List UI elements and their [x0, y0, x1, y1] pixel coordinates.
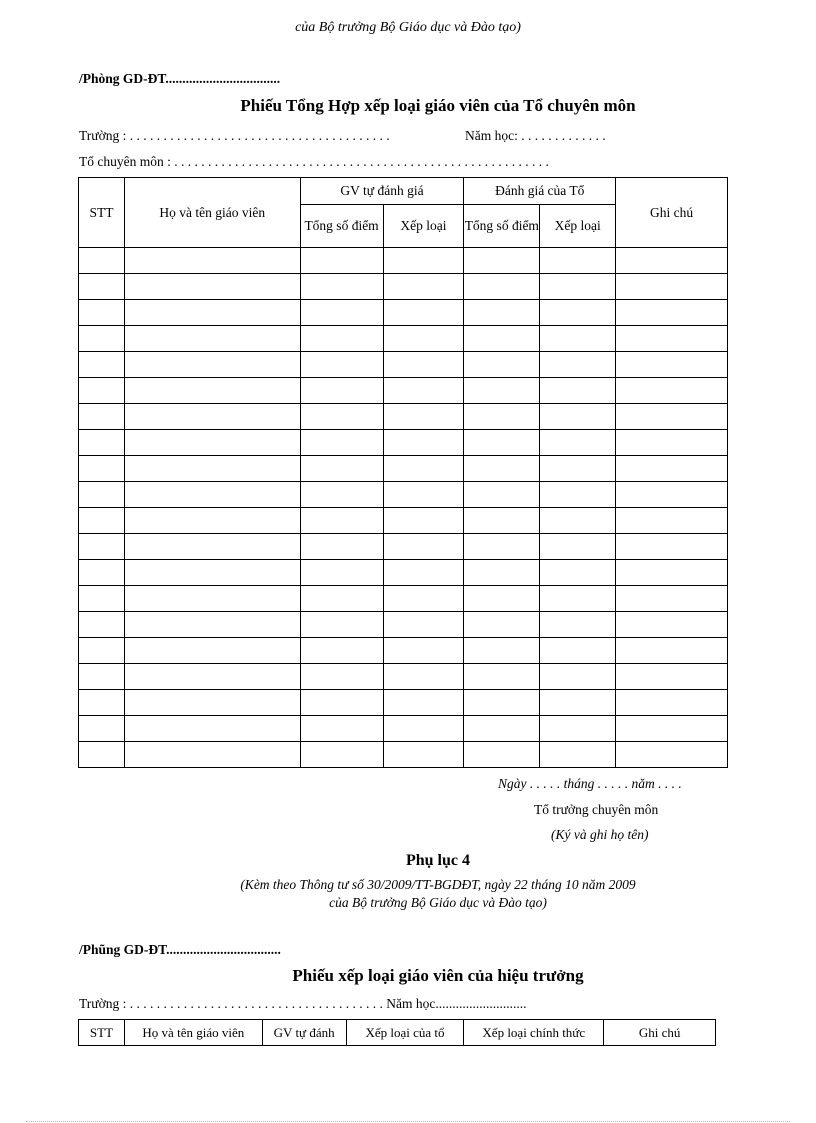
table-row	[79, 326, 728, 352]
table-cell	[300, 404, 383, 430]
table-cell	[124, 664, 300, 690]
table-cell	[616, 612, 728, 638]
table-cell	[300, 664, 383, 690]
table-cell	[300, 248, 383, 274]
table-row	[79, 586, 728, 612]
signature-note: (Ký và ghi họ tên)	[551, 827, 649, 842]
table-cell	[79, 742, 125, 768]
table-cell	[79, 612, 125, 638]
table-cell	[383, 742, 464, 768]
table-cell	[540, 560, 616, 586]
table-cell	[616, 378, 728, 404]
table-cell	[300, 586, 383, 612]
page-edge-divider	[26, 1121, 790, 1122]
table-cell	[124, 638, 300, 664]
header-name: Họ và tên giáo viên	[124, 178, 300, 248]
table-cell	[464, 612, 540, 638]
table-cell	[300, 534, 383, 560]
table-cell	[79, 690, 125, 716]
table-cell	[383, 690, 464, 716]
table-cell	[464, 456, 540, 482]
table-row	[79, 274, 728, 300]
table-cell	[464, 430, 540, 456]
table-cell	[464, 638, 540, 664]
table-cell	[300, 300, 383, 326]
table-cell	[464, 560, 540, 586]
header-rank-group: Xếp loại	[540, 205, 616, 248]
table-cell	[300, 482, 383, 508]
header-self-assessment: GV tự đánh giá	[300, 178, 464, 205]
teacher-rating-table	[78, 177, 728, 768]
table-row	[79, 742, 728, 768]
table-cell	[124, 300, 300, 326]
table-cell	[383, 326, 464, 352]
table-cell	[464, 716, 540, 742]
table-cell	[124, 274, 300, 300]
table-cell	[383, 586, 464, 612]
table-cell	[540, 300, 616, 326]
table-cell	[300, 742, 383, 768]
table-cell	[300, 638, 383, 664]
table-cell	[616, 586, 728, 612]
table-cell	[79, 534, 125, 560]
table-row	[79, 378, 728, 404]
header-name-2: Họ và tên giáo viên	[124, 1020, 262, 1046]
dept-line-2: /Phũng GD-ĐT..................................	[79, 942, 281, 957]
table-cell	[79, 404, 125, 430]
table-cell	[540, 274, 616, 300]
header-stt: STT	[79, 178, 125, 248]
table-cell	[124, 326, 300, 352]
table-cell	[124, 456, 300, 482]
year-line: Năm học: . . . . . . . . . . . . .	[465, 128, 606, 143]
table-cell	[383, 274, 464, 300]
header-group-rank-2: Xếp loại của tổ	[346, 1020, 464, 1046]
table-cell	[540, 534, 616, 560]
table-cell	[540, 404, 616, 430]
table-cell	[124, 716, 300, 742]
table-cell	[124, 690, 300, 716]
table-cell	[79, 456, 125, 482]
table-cell	[79, 508, 125, 534]
table-cell	[300, 690, 383, 716]
table-cell	[79, 300, 125, 326]
table-cell	[124, 430, 300, 456]
table-cell	[79, 326, 125, 352]
signer-title: Tổ trưởng chuyên môn	[534, 802, 659, 817]
table-cell	[79, 716, 125, 742]
table-cell	[616, 404, 728, 430]
table-cell	[540, 638, 616, 664]
table-cell	[540, 248, 616, 274]
table-row	[79, 690, 728, 716]
table-row	[79, 716, 728, 742]
table-cell	[540, 482, 616, 508]
table-cell	[464, 586, 540, 612]
table-row	[79, 352, 728, 378]
table-row	[79, 456, 728, 482]
school-line-2: Trường : . . . . . . . . . . . . . . . . . . . . . . . . . . . . . . . . . . . . . . Năm học...........................	[79, 996, 527, 1011]
table-cell	[540, 430, 616, 456]
table-cell	[464, 404, 540, 430]
table-cell	[540, 456, 616, 482]
header-total-score-group: Tổng số điểm	[464, 205, 540, 248]
table-cell	[300, 560, 383, 586]
table-cell	[616, 560, 728, 586]
header-total-score-self: Tổng số điểm	[300, 205, 383, 248]
table-cell	[300, 430, 383, 456]
table-cell	[540, 326, 616, 352]
table-cell	[79, 586, 125, 612]
table-cell	[616, 274, 728, 300]
table-cell	[616, 300, 728, 326]
table-cell	[616, 508, 728, 534]
top-note: của Bộ trưởng Bộ Giáo dục và Đào tạo)	[295, 20, 521, 35]
table-cell	[383, 638, 464, 664]
table-cell	[124, 586, 300, 612]
table-cell	[540, 664, 616, 690]
table-cell	[300, 352, 383, 378]
table-cell	[124, 352, 300, 378]
table-cell	[79, 352, 125, 378]
table-cell	[616, 482, 728, 508]
table-cell	[383, 430, 464, 456]
table-cell	[383, 612, 464, 638]
header-stt-2: STT	[79, 1020, 125, 1046]
table-cell	[383, 664, 464, 690]
header-self-2: GV tự đánh	[262, 1020, 346, 1046]
table-row	[79, 638, 728, 664]
table-cell	[383, 404, 464, 430]
table-cell	[383, 716, 464, 742]
table-cell	[616, 638, 728, 664]
table-cell	[540, 378, 616, 404]
dept-line: /Phòng GD-ĐT..................................	[79, 71, 281, 86]
table-row	[79, 560, 728, 586]
table-cell	[79, 638, 125, 664]
table-cell	[540, 508, 616, 534]
table-cell	[616, 352, 728, 378]
table-cell	[300, 274, 383, 300]
table-row	[79, 482, 728, 508]
header-rank-self: Xếp loại	[383, 205, 464, 248]
table-cell	[300, 326, 383, 352]
form-title: Phiếu Tổng Hợp xếp loại giáo viên của Tổ chuyên môn	[240, 96, 636, 115]
table-cell	[464, 326, 540, 352]
table-cell	[300, 378, 383, 404]
table-cell	[300, 456, 383, 482]
table-cell	[464, 534, 540, 560]
table-cell	[79, 248, 125, 274]
table-cell	[383, 560, 464, 586]
table-cell	[383, 534, 464, 560]
header-note-2: Ghi chú	[604, 1020, 716, 1046]
table-cell	[300, 716, 383, 742]
table-cell	[79, 378, 125, 404]
table-row	[79, 404, 728, 430]
table-cell	[79, 560, 125, 586]
table-row	[79, 664, 728, 690]
table-cell	[464, 508, 540, 534]
table-cell	[616, 326, 728, 352]
table-cell	[464, 690, 540, 716]
appendix-note-1: (Kèm theo Thông tư số 30/2009/TT-BGDĐT, ngày 22 tháng 10 năm 2009	[240, 877, 636, 892]
table-cell	[300, 508, 383, 534]
table-cell	[383, 378, 464, 404]
table-cell	[540, 612, 616, 638]
table-cell	[464, 482, 540, 508]
table-cell	[540, 742, 616, 768]
table-cell	[540, 352, 616, 378]
table-cell	[383, 300, 464, 326]
table-cell	[464, 352, 540, 378]
table-row	[79, 248, 728, 274]
table-row	[79, 612, 728, 638]
table-cell	[383, 508, 464, 534]
school-line: Trường : . . . . . . . . . . . . . . . . . . . . . . . . . . . . . . . . . . . . . . .	[79, 128, 390, 143]
table-cell	[124, 248, 300, 274]
table-cell	[464, 300, 540, 326]
table-row	[79, 300, 728, 326]
table-cell	[79, 430, 125, 456]
table-cell	[540, 690, 616, 716]
table-cell	[616, 456, 728, 482]
table-cell	[124, 742, 300, 768]
header-note: Ghi chú	[616, 178, 728, 248]
table-cell	[464, 378, 540, 404]
table-cell	[124, 560, 300, 586]
table-cell	[616, 430, 728, 456]
table-cell	[616, 690, 728, 716]
table-row	[79, 430, 728, 456]
table-cell	[616, 664, 728, 690]
table-cell	[124, 508, 300, 534]
table-cell	[383, 352, 464, 378]
table-cell	[124, 482, 300, 508]
form-title-2: Phiếu xếp loại giáo viên của hiệu trưởng	[292, 966, 584, 985]
table-cell	[616, 534, 728, 560]
principal-rating-table	[78, 1019, 716, 1046]
table-cell	[124, 534, 300, 560]
appendix-title: Phụ lục 4	[405, 852, 470, 869]
table-cell	[616, 248, 728, 274]
table-cell	[79, 482, 125, 508]
header-group-assessment: Đánh giá của Tổ	[464, 178, 616, 205]
table-cell	[124, 378, 300, 404]
table-cell	[464, 248, 540, 274]
table-cell	[616, 742, 728, 768]
table-cell	[124, 612, 300, 638]
table-cell	[383, 248, 464, 274]
table-cell	[300, 612, 383, 638]
table-cell	[124, 404, 300, 430]
table-cell	[540, 716, 616, 742]
table-cell	[464, 664, 540, 690]
table-cell	[464, 742, 540, 768]
table-cell	[383, 482, 464, 508]
table-row	[79, 534, 728, 560]
table-body	[79, 248, 728, 768]
appendix-note-2: của Bộ trưởng Bộ Giáo dục và Đào tạo)	[329, 895, 547, 910]
table-cell	[540, 586, 616, 612]
date-line: Ngày . . . . . tháng . . . . . năm . . . .	[498, 776, 682, 791]
table-cell	[383, 456, 464, 482]
group-line: Tổ chuyên môn : . . . . . . . . . . . . . . . . . . . . . . . . . . . . . . . . . . . . . . . . . . . . . . . . . . . . . . . .	[79, 154, 549, 169]
table-cell	[616, 716, 728, 742]
table-cell	[464, 274, 540, 300]
table-cell	[79, 664, 125, 690]
table-row	[79, 508, 728, 534]
table-cell	[79, 274, 125, 300]
header-official-rank-2: Xếp loại chính thức	[464, 1020, 604, 1046]
